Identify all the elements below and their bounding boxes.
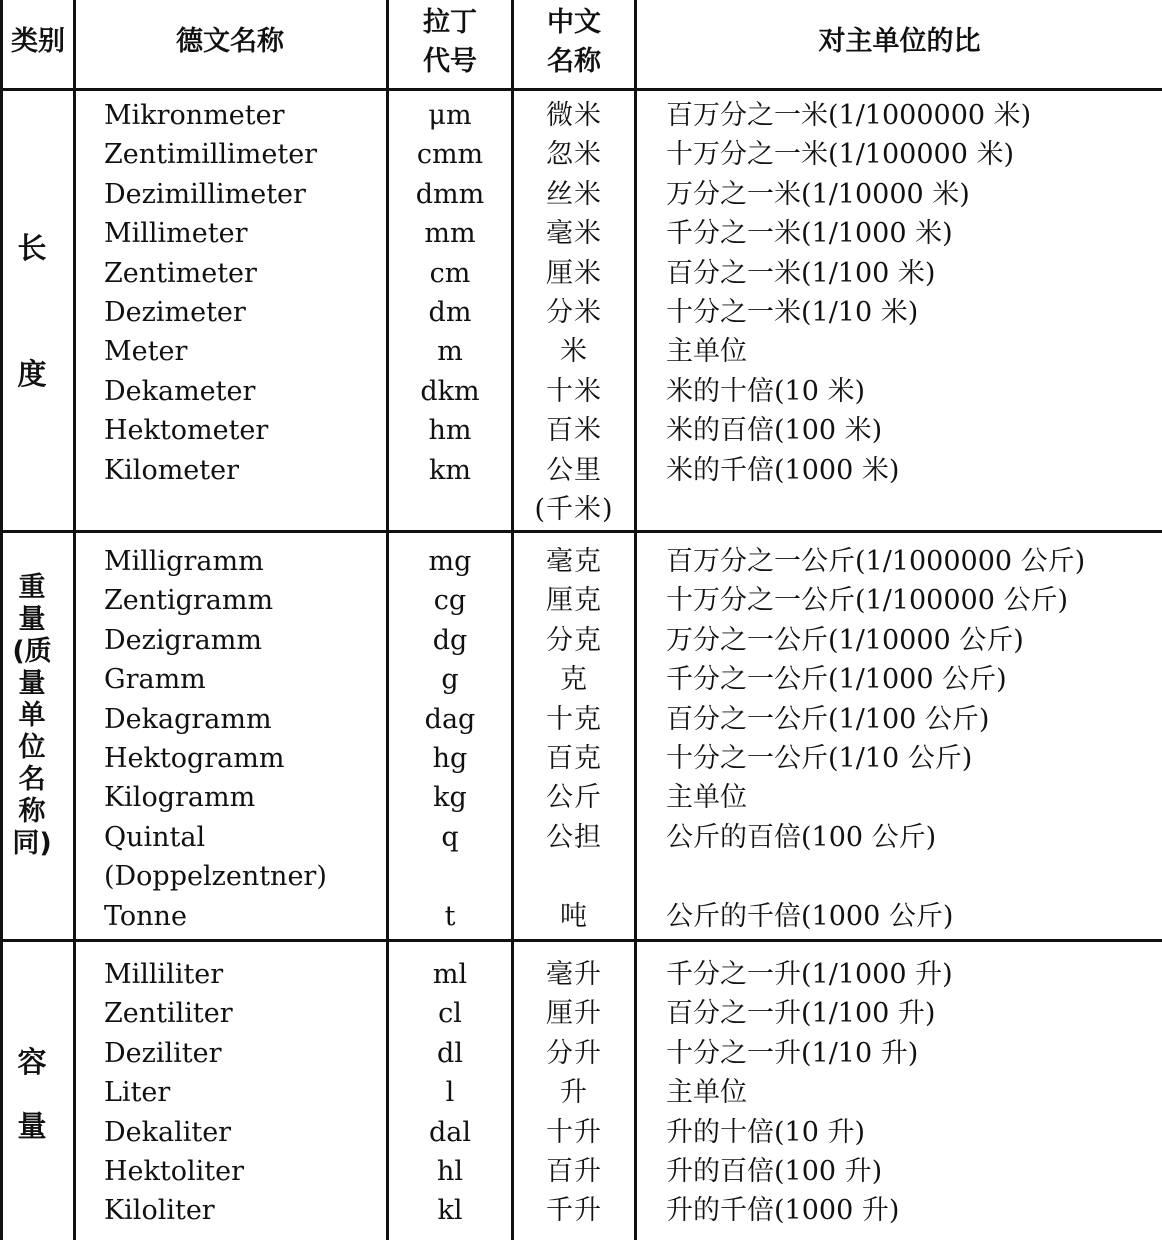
cell-ratio: 米的百倍(100 米): [666, 415, 883, 447]
cell-ratio: 千分之一升(1/1000 升): [666, 959, 953, 990]
cell-chinese-name: 十米: [546, 375, 602, 407]
cell-chinese-name: 百克: [546, 743, 602, 774]
cell-latin-code: cm: [429, 257, 471, 289]
cell-ratio: 公斤的百倍(100 公斤): [666, 821, 937, 853]
header-latin-code-line1: 拉丁: [423, 7, 477, 38]
cell-german-name: Dekameter: [104, 375, 256, 407]
cell-ratio: 主单位: [666, 1077, 747, 1109]
cell-latin-code: dag: [424, 703, 476, 735]
cell-ratio: 百分之一米(1/100 米): [666, 257, 936, 289]
cell-latin-code: dm: [428, 297, 472, 328]
cell-chinese-name: 分升: [546, 1037, 602, 1069]
rule-chinese: [634, 0, 637, 1240]
cell-ratio: 十分之一升(1/10 升): [666, 1037, 919, 1069]
cell-latin-code: km: [429, 454, 471, 486]
cell-chinese-name: 十升: [546, 1116, 602, 1148]
category-length-char-1: 长: [17, 231, 47, 265]
cell-chinese-name: 毫克: [546, 546, 602, 577]
category-volume-char-2: 量: [17, 1109, 47, 1143]
cell-german-name: Dekagramm: [104, 703, 272, 735]
header-category-label: 类别: [11, 26, 65, 57]
cell-latin-code: t: [444, 900, 456, 932]
cell-ratio: 十万分之一公斤(1/100000 公斤): [666, 585, 1068, 617]
cell-latin-code: hm: [428, 415, 472, 447]
cell-latin-code: cg: [433, 585, 467, 617]
cell-latin-code: [388, 857, 512, 896]
cell-ratio: 米的十倍(10 米): [666, 375, 866, 407]
cell-chinese-name: 毫升: [546, 959, 602, 990]
cell-latin-code: dal: [428, 1116, 472, 1148]
cell-chinese-name: 公担: [546, 821, 602, 853]
cell-german-name: Zentigramm: [104, 585, 274, 617]
cell-latin-code: dmm: [415, 178, 485, 210]
header-latin-code: [390, 3, 510, 81]
cell-latin-code: dl: [437, 1037, 463, 1069]
header-category: [4, 22, 72, 61]
cell-german-name: Kilogramm: [104, 782, 256, 814]
cell-chinese-name: 分克: [546, 624, 602, 656]
cell-chinese-name: 忽米: [546, 139, 602, 171]
header-german-name: [76, 22, 384, 61]
header-chinese-name-line1: 中文: [547, 7, 601, 38]
cell-ratio: 千分之一米(1/1000 米): [666, 218, 953, 250]
cell-german-name: Zentimillimeter: [104, 139, 318, 171]
header-chinese-name: [514, 3, 634, 81]
cell-german-name: Mikronmeter: [104, 100, 285, 131]
cell-ratio: 百万分之一公斤(1/1000000 公斤): [666, 546, 1086, 577]
cell-ratio: 百分之一公斤(1/100 公斤): [666, 703, 990, 735]
cell-chinese-name: 毫米: [546, 218, 602, 250]
header-ratio: [637, 22, 1162, 61]
cell-chinese-name: 升: [560, 1077, 588, 1109]
cell-latin-code: q: [441, 821, 459, 853]
cell-ratio: 公斤的千倍(1000 公斤): [666, 900, 954, 932]
rule-weight-bottom: [0, 939, 1162, 942]
cell-german-name: Kiloliter: [104, 1195, 215, 1227]
rule-header-bottom: [0, 88, 1162, 91]
cell-german-name: Gramm: [104, 664, 206, 696]
cell-chinese-name: 厘升: [546, 998, 602, 1030]
category-length-char-2: 度: [17, 357, 47, 391]
cell-latin-code: dg: [432, 624, 468, 656]
cell-ratio: 升的千倍(1000 升): [666, 1195, 900, 1227]
cell-latin-code: cl: [438, 998, 462, 1030]
cell-ratio: 主单位: [666, 336, 747, 368]
cell-latin-code: kl: [437, 1195, 463, 1227]
cell-german-name: Liter: [104, 1077, 171, 1109]
cell-chinese-name: 百米: [546, 415, 602, 447]
cell-german-name: Milliliter: [104, 959, 224, 990]
cell-chinese-name: 分米: [546, 297, 602, 328]
cell-latin-code: g: [441, 664, 459, 696]
cell-german-name: Tonne: [104, 900, 187, 932]
cell-ratio: 万分之一公斤(1/10000 公斤): [666, 624, 1024, 656]
category-weight-vertical: 重量(质量单位名称同): [12, 572, 52, 859]
cell-german-name: Dezimeter: [104, 297, 246, 328]
cell-ratio: 万分之一米(1/10000 米): [666, 178, 970, 210]
cell-chinese-name: 克: [560, 664, 588, 696]
cell-latin-code: mm: [424, 218, 476, 250]
cell-latin-code: hg: [432, 743, 468, 774]
cell-ratio: 千分之一公斤(1/1000 公斤): [666, 664, 1007, 696]
cell-chinese-name: [514, 857, 634, 896]
cell-ratio: 百万分之一米(1/1000000 米): [666, 100, 1032, 131]
cell-latin-code: μm: [428, 100, 472, 131]
cell-latin-code: kg: [433, 782, 467, 814]
cell-german-name: Meter: [104, 336, 188, 368]
cell-latin-code: dkm: [420, 375, 480, 407]
cell-chinese-name: 公斤: [546, 782, 602, 814]
header-ratio-label: 对主单位的比: [818, 26, 981, 57]
cell-latin-code: cmm: [416, 139, 484, 171]
cell-latin-code: hl: [436, 1156, 464, 1187]
cell-german-name: (Doppelzentner): [104, 861, 327, 893]
cell-latin-code: [388, 490, 512, 529]
cell-latin-code: mg: [428, 546, 472, 577]
cell-german-name: Dezimillimeter: [104, 178, 306, 210]
category-volume-char-1: 容: [17, 1045, 47, 1079]
header-german-name-label: 德文名称: [176, 26, 284, 57]
cell-ratio: 十分之一米(1/10 米): [666, 297, 919, 328]
cell-ratio: 十万分之一米(1/100000 米): [666, 139, 1014, 171]
cell-chinese-name: 厘米: [546, 257, 602, 289]
cell-chinese-name: 千升: [546, 1195, 602, 1227]
cell-ratio: 主单位: [666, 782, 747, 814]
cell-ratio: 百分之一升(1/100 升): [666, 998, 936, 1030]
cell-chinese-name: 厘克: [546, 585, 602, 617]
cell-chinese-name: (千米): [534, 494, 614, 525]
cell-chinese-name: 公里: [546, 454, 602, 486]
rule-length-bottom: [0, 530, 1162, 533]
cell-german-name: Zentimeter: [104, 257, 257, 289]
cell-german-name: Hektometer: [104, 415, 269, 447]
header-latin-code-line2: 代号: [423, 46, 477, 77]
cell-latin-code: l: [445, 1077, 455, 1109]
cell-german-name: Dezigramm: [104, 624, 262, 656]
cell-german-name: Quintal: [104, 821, 206, 853]
cell-latin-code: ml: [432, 959, 468, 990]
rule-left: [0, 0, 3, 1240]
cell-chinese-name: 十克: [546, 703, 602, 735]
cell-german-name: Kilometer: [104, 454, 240, 486]
cell-ratio: 升的十倍(10 升): [666, 1116, 866, 1148]
cell-ratio: 米的千倍(1000 米): [666, 454, 900, 486]
cell-german-name: Zentiliter: [104, 998, 233, 1030]
cell-german-name: Dekaliter: [104, 1116, 232, 1148]
cell-german-name: Hektoliter: [104, 1156, 244, 1187]
rule-category: [73, 0, 76, 1240]
cell-chinese-name: 微米: [546, 100, 602, 131]
cell-chinese-name: 吨: [560, 900, 588, 932]
header-chinese-name-line2: 名称: [547, 46, 601, 77]
cell-latin-code: m: [437, 336, 463, 368]
cell-chinese-name: 百升: [546, 1156, 602, 1187]
cell-ratio: 十分之一公斤(1/10 公斤): [666, 743, 973, 774]
cell-ratio: 升的百倍(100 升): [666, 1156, 883, 1187]
cell-german-name: Hektogramm: [104, 743, 285, 774]
cell-chinese-name: 丝米: [546, 178, 602, 210]
cell-german-name: Deziliter: [104, 1037, 222, 1069]
cell-chinese-name: 米: [560, 336, 588, 368]
cell-german-name: Milligramm: [104, 546, 264, 577]
cell-german-name: Millimeter: [104, 218, 248, 250]
